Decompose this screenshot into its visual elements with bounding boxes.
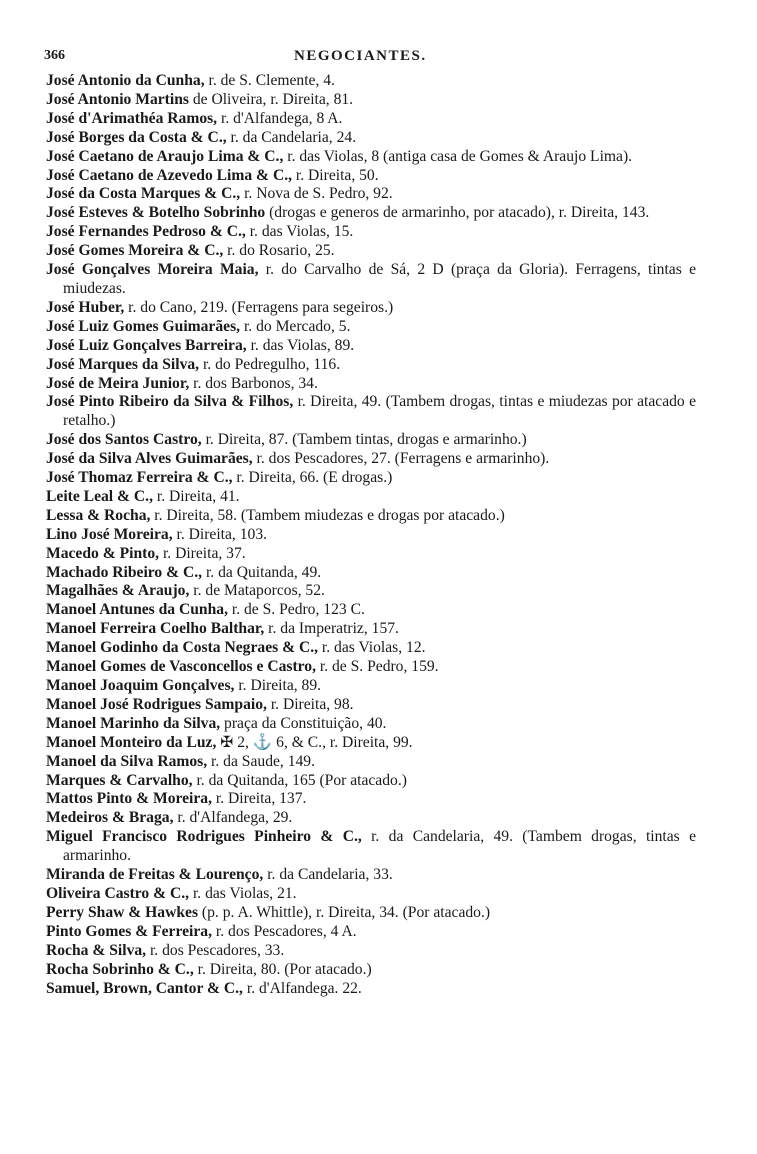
merchant-address: r. das Violas, 15.: [245, 223, 354, 241]
merchant-entry: [46, 469, 696, 488]
merchant-address: r. Direita, 50.: [292, 166, 379, 184]
merchant-address: r. da Candelaria, 49. (Tambem drogas, tintas e armarinho.: [63, 828, 696, 865]
merchant-name: Rocha & Silva,: [46, 941, 147, 959]
merchant-address: r. do Rosario, 25.: [223, 242, 335, 260]
merchant-entry: [46, 167, 696, 186]
merchant-list: [46, 72, 696, 998]
merchant-address: r. dos Pescadores, 4 A.: [212, 922, 357, 940]
merchant-entry: [46, 601, 696, 620]
merchant-name: José Antonio Martins: [46, 90, 189, 108]
merchant-name: Miranda de Freitas & Lourenço,: [46, 866, 264, 884]
merchant-address: r. de S. Pedro, 159.: [315, 658, 439, 676]
merchant-name: José Pinto Ribeiro da Silva & Filhos,: [46, 393, 294, 411]
merchant-name: Miguel Francisco Rodrigues Pinheiro & C.,: [46, 828, 362, 846]
merchant-address: r. da Saude, 149.: [207, 752, 315, 770]
merchant-address: r. das Violas, 89.: [246, 336, 355, 354]
merchant-name: Leite Leal & C.,: [46, 487, 153, 505]
merchant-address: r. da Quitanda, 165 (Por atacado.): [192, 771, 407, 789]
merchant-address: r. do Pedregulho, 116.: [199, 355, 341, 373]
page-number: 366: [44, 48, 65, 63]
merchant-address: r. d'Alfandega, 29.: [173, 809, 293, 827]
merchant-address: r. do Mercado, 5.: [240, 317, 351, 335]
merchant-entry: [46, 942, 696, 961]
merchant-entry: [46, 261, 696, 299]
merchant-address: r. dos Pescadores, 33.: [146, 941, 285, 959]
merchant-address: r. Direita, 98.: [266, 695, 354, 713]
merchant-address: r. da Candelaria, 24.: [226, 128, 357, 146]
merchant-name: José Caetano de Araujo Lima & C.,: [46, 147, 284, 165]
merchant-entry: [46, 110, 696, 129]
merchant-address: r. Direita, 89.: [234, 677, 322, 694]
merchant-name: José Thomaz Ferreira & C.,: [46, 469, 233, 487]
merchant-address: ✠ 2, ⚓ 6, & C., r. Direita, 99.: [216, 733, 413, 751]
merchant-address: r. de S. Clemente, 4.: [204, 72, 335, 89]
merchant-entry: [46, 337, 696, 356]
merchant-name: José Luiz Gonçalves Barreira,: [46, 336, 247, 354]
merchant-address: r. da Quitanda, 49.: [202, 563, 322, 581]
merchant-address: r. Direita, 103.: [172, 525, 268, 543]
merchant-name: Lino José Moreira,: [46, 525, 173, 543]
merchant-entry: [46, 356, 696, 375]
merchant-name: Medeiros & Braga,: [46, 809, 174, 827]
merchant-address: r. do Carvalho de Sá, 2 D (praça da Gloria). Ferragens, tintas e miudezas.: [63, 261, 696, 297]
merchant-entry: [46, 507, 696, 526]
merchant-address: r. das Violas, 12.: [318, 639, 426, 657]
running-head: NEGOCIANTES.: [294, 48, 427, 64]
merchant-address: r. de Mataporcos, 52.: [189, 582, 325, 600]
merchant-entry: [46, 828, 696, 866]
merchant-name: José Caetano de Azevedo Lima & C.,: [46, 166, 293, 184]
merchant-entry: [46, 91, 696, 110]
merchant-entry: [46, 582, 696, 601]
merchant-address: r. Direita, 80. (Por atacado.): [193, 960, 372, 978]
merchant-name: Manoel Antunes da Cunha,: [46, 601, 228, 619]
merchant-entry: [46, 242, 696, 261]
merchant-entry: [46, 564, 696, 583]
merchant-name: José Esteves & Botelho Sobrinho: [46, 204, 266, 222]
merchant-entry: [46, 790, 696, 809]
merchant-entry: [46, 129, 696, 148]
merchant-address: r. d'Alfandega, 8 A.: [217, 109, 343, 127]
merchant-name: José de Meira Junior,: [46, 374, 190, 392]
merchant-name: José da Costa Marques & C.,: [46, 185, 241, 203]
merchant-name: Manoel Marinho da Silva,: [46, 714, 221, 732]
merchant-entry: [46, 734, 696, 753]
merchant-entry: [46, 809, 696, 828]
merchant-name: Manoel José Rodrigues Sampaio,: [46, 695, 267, 713]
merchant-entry: [46, 204, 696, 223]
merchant-entry: [46, 904, 696, 923]
merchant-address: r. dos Pescadores, 27. (Ferragens e armarinho).: [252, 450, 550, 468]
merchant-address: de Oliveira, r. Direita, 81.: [188, 90, 354, 108]
merchant-address: r. das Violas, 21.: [189, 884, 297, 902]
merchant-name: Manoel Ferreira Coelho Balthar,: [46, 620, 265, 638]
merchant-entry: [46, 318, 696, 337]
merchant-name: Manoel Gomes de Vasconcellos e Castro,: [46, 658, 316, 676]
merchant-entry: [46, 885, 696, 904]
merchant-name: José Gonçalves Moreira Maia,: [46, 261, 259, 279]
merchant-name: José da Silva Alves Guimarães,: [46, 450, 253, 468]
merchant-address: r. dos Barbonos, 34.: [189, 374, 318, 392]
merchant-address: r. Direita, 137.: [212, 790, 307, 808]
merchant-entry: [46, 526, 696, 545]
merchant-entry: [46, 923, 696, 942]
merchant-address: r. do Cano, 219. (Ferragens para segeiros.): [124, 298, 394, 316]
merchant-name: Manoel Monteiro da Luz,: [46, 733, 217, 751]
merchant-entry: [46, 715, 696, 734]
merchant-name: José Borges da Costa & C.,: [46, 128, 227, 146]
merchant-address: r. Direita, 37.: [159, 544, 246, 562]
merchant-address: r. Direita, 58. (Tambem miudezas e drogas por atacado.): [150, 506, 505, 524]
merchant-entry: [46, 393, 696, 431]
merchant-entry: [46, 450, 696, 469]
merchant-entry: [46, 545, 696, 564]
merchant-entry: [46, 375, 696, 394]
merchant-name: José Luiz Gomes Guimarães,: [46, 317, 241, 335]
merchant-address: r. Direita, 41.: [152, 487, 240, 505]
merchant-address: r. da Imperatriz, 157.: [264, 620, 399, 638]
merchant-entry: [46, 961, 696, 980]
merchant-entry: [46, 980, 696, 999]
merchant-name: Macedo & Pinto,: [46, 544, 160, 562]
merchant-name: Lessa & Rocha,: [46, 506, 151, 524]
merchant-entry: [46, 639, 696, 658]
merchant-entry: [46, 677, 696, 696]
merchant-address: r. das Violas, 8 (antiga casa de Gomes & Araujo Lima).: [283, 147, 633, 165]
merchant-entry: [46, 185, 696, 204]
merchant-name: Manoel Joaquim Gonçalves,: [46, 677, 235, 694]
merchant-name: Oliveira Castro & C.,: [46, 884, 190, 902]
merchant-address: r. Direita, 87. (Tambem tintas, drogas e armarinho.): [201, 431, 527, 449]
merchant-address: r. Direita, 49. (Tambem drogas, tintas e miudezas por atacado e retalho.): [63, 393, 696, 430]
merchant-name: José Antonio da Cunha,: [46, 72, 205, 89]
merchant-address: r. Direita, 66. (E drogas.): [232, 469, 393, 487]
merchant-name: Perry Shaw & Hawkes: [46, 903, 199, 921]
merchant-entry: [46, 488, 696, 507]
merchant-entry: [46, 696, 696, 715]
merchant-address: praça da Constituição, 40.: [220, 714, 387, 732]
merchant-name: José dos Santos Castro,: [46, 431, 202, 449]
merchant-entry: [46, 658, 696, 677]
merchant-entry: [46, 299, 696, 318]
merchant-name: José Marques da Silva,: [46, 355, 200, 373]
merchant-name: Samuel, Brown, Cantor & C.,: [46, 979, 243, 997]
merchant-address: r. d'Alfandega. 22.: [242, 979, 362, 997]
merchant-name: José Huber,: [46, 298, 125, 316]
merchant-name: Marques & Carvalho,: [46, 771, 193, 789]
merchant-name: Manoel Godinho da Costa Negraes & C.,: [46, 639, 319, 657]
merchant-address: (p. p. A. Whittle), r. Direita, 34. (Por atacado.): [198, 903, 491, 921]
merchant-entry: [46, 753, 696, 772]
merchant-address: r. de S. Pedro, 123 C.: [227, 601, 365, 619]
merchant-entry: [46, 72, 696, 91]
merchant-entry: [46, 223, 696, 242]
merchant-name: José Gomes Moreira & C.,: [46, 242, 224, 260]
merchant-entry: [46, 431, 696, 450]
merchant-entry: [46, 866, 696, 885]
merchant-name: Rocha Sobrinho & C.,: [46, 960, 194, 978]
merchant-entry: [46, 620, 696, 639]
merchant-name: Manoel da Silva Ramos,: [46, 752, 208, 770]
merchant-name: Machado Ribeiro & C.,: [46, 563, 203, 581]
merchant-name: José Fernandes Pedroso & C.,: [46, 223, 246, 241]
merchant-name: Pinto Gomes & Ferreira,: [46, 922, 212, 940]
merchant-address: r. Nova de S. Pedro, 92.: [240, 185, 393, 203]
merchant-entry: [46, 772, 696, 791]
merchant-name: Mattos Pinto & Moreira,: [46, 790, 212, 808]
merchant-name: Magalhães & Araujo,: [46, 582, 190, 600]
merchant-address: r. da Candelaria, 33.: [263, 866, 393, 884]
merchant-entry: [46, 148, 696, 167]
merchant-name: José d'Arimathéa Ramos,: [46, 109, 218, 127]
merchant-address: (drogas e generos de armarinho, por atacado), r. Direita, 143.: [265, 204, 650, 222]
page-header: [44, 48, 744, 70]
